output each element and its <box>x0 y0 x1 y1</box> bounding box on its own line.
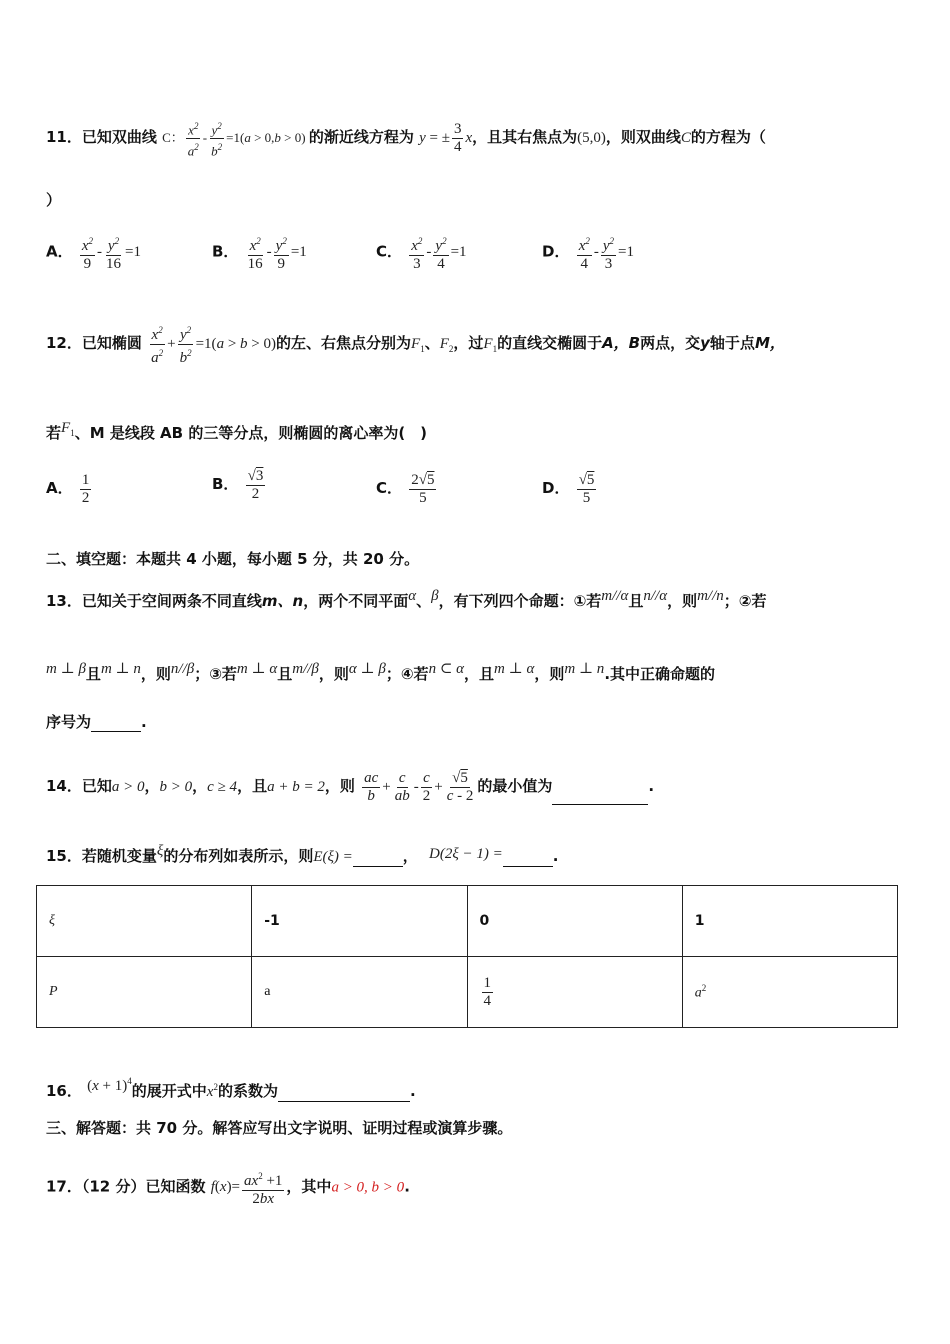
q15-variance-blank[interactable] <box>503 852 553 867</box>
q14-line: 14．已知a > 0，b > 0，c ≥ 4，且a + b = 2，则 $\frac{ac}{b}$ + $\frac{c}{ab}$ - $\frac{c}{2}$ + $\frac{√5}{c - 2}$ 的最小值为 . <box>46 770 655 804</box>
table-row <box>37 886 898 957</box>
table-cell: ξ <box>37 886 252 957</box>
section-3-heading: 三、解答题：共 70 分。解答应写出文字说明、证明过程或演算步骤。 <box>46 1119 513 1137</box>
q13-line1: 13．已知关于空间两条不同直线m、n，两个不同平面α、β，有下列四个命题：①若m//α且n//α，则m//n；②若 <box>46 588 767 610</box>
q12-option-a[interactable]: A． $\frac{1}{2}$ <box>46 472 90 506</box>
q11-close-paren: ） <box>46 191 62 209</box>
q13-line2: m ⊥ β且m ⊥ n，则n//β；③若m ⊥ α且m//β，则α ⊥ β；④若n ⊂ α，且m ⊥ α，则m ⊥ n.其中正确命题的 <box>46 661 716 683</box>
q12-option-d[interactable]: D． $\frac{√5}{5}$ <box>542 472 595 506</box>
q14-answer-blank[interactable] <box>552 790 648 805</box>
q11-number: 11． <box>46 127 82 146</box>
q12-option-c[interactable]: C． $\frac{2√5}{5}$ <box>376 472 435 506</box>
q13-line3: 序号为 . <box>46 713 147 731</box>
q12-option-b[interactable]: B． $\frac{√3}{2}$ <box>212 468 264 502</box>
q16-answer-blank[interactable] <box>278 1087 410 1102</box>
table-cell: $\frac{1}{4}$ <box>467 957 682 1028</box>
q12-line1: 12．已知椭圆 $\frac{x^2}{a^2}$ + $\frac{y^2}{b^2}$ =1(a > b > 0)的左、右焦点分别为$F_1$、$F_2$，过$F_1$的直线交椭圆于A，B两点，交y轴于点M， <box>46 322 785 367</box>
q11-hyperbola-formula: C： $\frac{x^2}{a^2}$ - $\frac{y^2}{b^2}$ =1(a > 0,b > 0) <box>162 130 309 145</box>
q12-line2: 若$F_1$、M 是线段 AB 的三等分点，则椭圆的离心率为( ) <box>46 420 428 442</box>
q16-line: 16． $(x + 1)^4$的展开式中$x^2$的系数为 . <box>46 1076 416 1100</box>
table-cell: a <box>252 957 467 1028</box>
table-cell: 1 <box>682 886 897 957</box>
q17-function: f(x)= $\frac{ax^2 +1}{2bx}$ <box>211 1179 287 1195</box>
q11-option-b[interactable]: B． $\frac{x^2}{16}$ - $\frac{y^2}{9}$ =1 <box>212 233 307 273</box>
table-cell: -1 <box>252 886 467 957</box>
q17-condition: a > 0, b > 0 <box>331 1179 405 1196</box>
table-cell: $a^2$ <box>682 957 897 1028</box>
q11-line1: 11．已知双曲线 C： $\frac{x^2}{a^2}$ - $\frac{y^2}{b^2}$ =1(a > 0,b > 0) 的渐近线方程为 y = ± $\frac{3}{4}$ x，且其右焦点为(5,0)，则双曲线C的方程为（ <box>46 118 766 160</box>
q15-line: 15．若随机变量ξ的分布列如表所示，则E(ξ) = ， D(2ξ − 1) = . <box>46 843 559 865</box>
q17-line: 17．（12 分）已知函数 f(x)= $\frac{ax^2 +1}{2bx}$ ，其中a > 0, b > 0. <box>46 1168 410 1208</box>
q11-option-c[interactable]: C． $\frac{x^2}{3}$ - $\frac{y^2}{4}$ =1 <box>376 233 467 273</box>
q15-expectation-blank[interactable] <box>353 852 403 867</box>
q11-option-a[interactable]: A． $\frac{x^2}{9}$ - $\frac{y^2}{16}$ =1 <box>46 233 141 273</box>
q11-focus: (5,0) <box>577 129 606 146</box>
q11-option-d[interactable]: D． $\frac{x^2}{4}$ - $\frac{y^2}{3}$ =1 <box>542 233 634 273</box>
q12-ellipse-formula: $\frac{x^2}{a^2}$ + $\frac{y^2}{b^2}$ =1(a > b > 0) <box>147 336 276 352</box>
table-row <box>37 957 898 1028</box>
section-2-heading: 二、填空题：本题共 4 小题，每小题 5 分，共 20 分。 <box>46 550 420 568</box>
table-cell: 0 <box>467 886 682 957</box>
q14-expression: $\frac{ac}{b}$ + $\frac{c}{ab}$ - $\frac{c}{2}$ + $\frac{√5}{c - 2}$ <box>364 770 474 804</box>
table-cell: P <box>37 957 252 1028</box>
q11-asymptote: y = ± $\frac{3}{4}$ x <box>419 120 473 155</box>
distribution-table <box>36 885 898 1028</box>
q13-answer-blank[interactable] <box>91 717 141 732</box>
